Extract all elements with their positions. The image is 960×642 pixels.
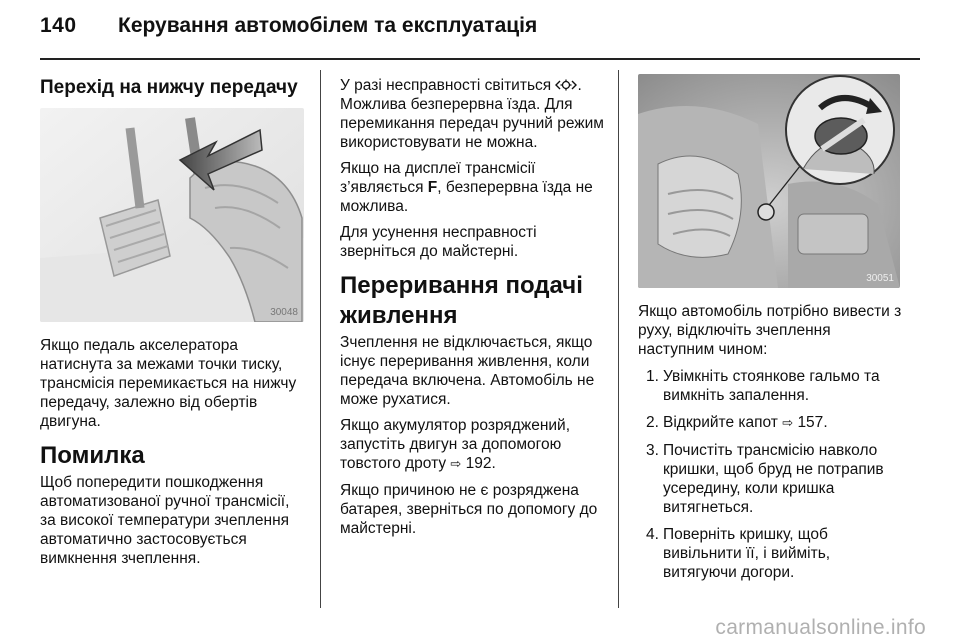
header-rule (40, 58, 920, 60)
paragraph-battery-not-cause: Якщо причиною не є розряджена батарея, зверніться по допомогу до майстерні. (340, 482, 598, 537)
display-letter-f: F (427, 179, 438, 196)
section-title-downshift: Перехід на нижчу передачу (40, 77, 298, 98)
paragraph-kickdown: Якщо педаль акселератора натиснута за межами точки тиску, трансмісія перемикається на нижчу передачу, залежно від обертів двигуна. (40, 337, 297, 430)
figure-number: 30051 (866, 273, 894, 284)
left-column (40, 76, 308, 100)
section-title-fault: Помилка (40, 442, 145, 469)
engine-bay-illustration (638, 74, 900, 288)
list-item: 3. Почистіть трансмісію навколо кришки, щоб бруд не потрапив усередину, коли кришка витягнеться. (646, 442, 884, 516)
paragraph-fault: Щоб попередити пошкодження автоматизованої ручної трансмісії, за високої температури зчеплення автоматично застосовується вимкнення зчеплення. (40, 474, 290, 567)
paragraph-display-f: Якщо на дисплеї трансмісії з’являється F, безперервна їзда не можлива. (340, 160, 593, 215)
paragraph-workshop: Для усунення несправності зверніться до майстерні. (340, 224, 537, 260)
list-item: 1. Увімкніть стоянкове гальмо та вимкніть запалення. (646, 368, 880, 404)
list-item: 4. Поверніть кришку, щоб вивільнити її, і вийміть, витягуючи догори. (646, 526, 831, 581)
right-column-text (638, 302, 904, 590)
paragraph-jump-start: Якщо акумулятор розряджений, запустіть двигун за допомогою товстого дроту ⇨ 192. (340, 417, 571, 472)
arrow-ref-icon: ⇨ (782, 416, 794, 431)
page-number: 140 (40, 14, 77, 37)
section-title-power-interruption: Переривання подачі живлення (340, 272, 583, 329)
arrow-ref-icon: ⇨ (450, 457, 462, 472)
figure-transmission-cap (638, 74, 900, 288)
steps-list (638, 367, 904, 582)
column-divider-right (618, 70, 619, 608)
watermark: carmanualsonline.info (715, 616, 926, 639)
gear-warning-icon (555, 78, 577, 92)
page-link-157[interactable]: 157 (797, 414, 824, 431)
pedal-illustration (40, 108, 304, 322)
paragraph-disengage-intro: Якщо автомобіль потрібно вивести з руху, відключіть зчеплення наступним чином: (638, 303, 902, 358)
paragraph-malfunction: У разі несправності світиться . Можлива безперервна їзда. Для перемикання передач ручний режим використовувати не можна. (340, 77, 604, 151)
page-header (40, 14, 920, 54)
left-column-text (40, 336, 308, 575)
chapter-title: Керування автомобілем та експлуатація (118, 14, 538, 37)
page-link-192[interactable]: 192 (465, 455, 492, 472)
figure-number: 30048 (270, 307, 298, 318)
paragraph-power-interruption: Зчеплення не відключається, якщо існує переривання живлення, коли передача включена. Автомобіль не може рухатися. (340, 334, 595, 408)
figure-pedal-illustration (40, 108, 304, 322)
column-divider-left (320, 70, 321, 608)
list-item: 2. Відкрийте капот ⇨ 157. (646, 414, 828, 431)
middle-column (340, 76, 608, 545)
